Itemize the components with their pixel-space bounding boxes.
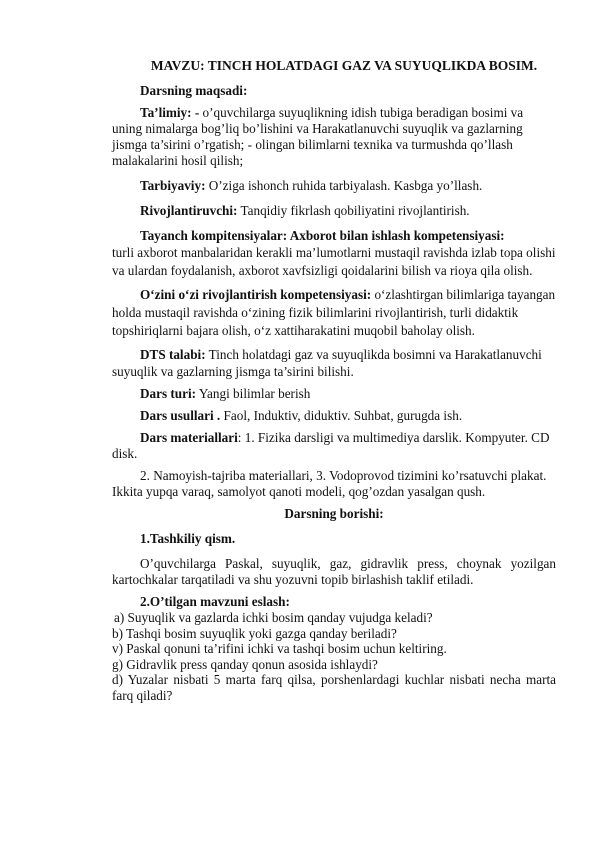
rivojlantiruvchi-paragraph (112, 203, 556, 219)
dars-materiallari-paragraph (112, 430, 556, 462)
dts-label: DTS talabi: (140, 347, 206, 362)
dars-usullari-label: Dars usullari . (140, 408, 221, 423)
tayanch-text: turli axborot manbalaridan kerakli ma’lumotlarni mustaqil ravishda izlab topa olishi va ulardan foydalanish, axborot xavfsizligi qoidalarini bilish va rioya qila olish. (112, 245, 556, 278)
maqsad-heading (112, 83, 556, 99)
tashkiliy-heading (112, 531, 556, 547)
question-item: d) Yuzalar nisbati 5 marta farq qilsa, porshenlardagi kuchlar nisbati necha marta farq qiladi? (112, 672, 556, 703)
question-item: b) Tashqi bosim suyuqlik yoki gazga qanday beriladi? (112, 625, 397, 641)
tarbiyaviy-paragraph (112, 178, 556, 194)
talimiy-paragraph (112, 105, 556, 169)
namoyish-paragraph: 2. Namoyish-tajriba materiallari, 3. Vodoprovod tizimini ko’rsatuvchi plakat. Ikkita yupqa varaq, samolyot qanoti modeli, qog’ozdan yasalgan qush. (112, 468, 547, 499)
darsning-borishi-text: Darsning borishi: (284, 506, 384, 521)
dars-turi-text: Yangi bilimlar berish (196, 386, 311, 401)
rivojlantiruvchi-label: Rivojlantiruvchi: (140, 203, 238, 218)
questions-list (112, 610, 556, 703)
dars-usullari-text: Faol, Induktiv, diduktiv. Suhbat, gurugda ish. (220, 408, 463, 423)
talimiy-text: o’quvchilarga suyuqlikning idish tubiga beradigan bosimi va uning nimalarga bog’liq bo’lishini va Harakatlanuvchi suyuqlik va gazlarning jismga ta’sirini o’rgatish; - olingan bilimlarni texnika va turmushda qo’llash malakalarini hosil qilish; (112, 105, 524, 168)
tashkiliy-paragraph: O’quvchilarga Paskal, suyuqlik, gaz, gidravlik press, choynak yozilgan kartochkalar tarqatiladi va shu yozuvni topib birlashish taklif etiladi. (112, 556, 556, 587)
tayanch-heading-text: Tayanch kompitensiyalar: Axborot bilan ishlash kompetensiyasi: (140, 228, 505, 243)
dts-text: Tinch holatdagi gaz va suyuqlikda bosimni va Harakatlanuvchi suyuqlik va gazlarning jismga ta’sirini bilishi. (112, 347, 542, 379)
question-item: g) Gidravlik press qanday qonun asosida ishlaydi? (112, 656, 378, 672)
question-item: v) Paskal qonuni ta’rifini ichki va tashqi bosim uchun keltiring. (112, 641, 447, 656)
question-item: a) Suyuqlik va gazlarda ichki bosim qanday vujudga keladi? (114, 610, 433, 625)
tashkiliy-heading-text: 1.Tashkiliy qism. (140, 531, 236, 546)
dars-turi-paragraph (112, 386, 556, 402)
rivojlantiruvchi-text: Tanqidiy fikrlash qobiliyatini rivojlantirish. (237, 203, 470, 218)
tayanch-heading (112, 228, 556, 244)
talimiy-label: Ta’limiy: - (140, 105, 200, 120)
tarbiyaviy-text: O’ziga ishonch ruhida tarbiyalash. Kasbga yo’llash. (205, 178, 483, 193)
otilgan-heading (112, 594, 556, 610)
ozini-paragraph (112, 286, 556, 340)
dts-paragraph (112, 346, 556, 380)
dars-turi-label: Dars turi: (140, 386, 197, 401)
ozini-text: o‘zlashtirgan bilimlariga tayangan holda mustaqil ravishda o‘zining fizik bilimlarini rivojlantirish, turli didaktik topshiriqlarni bajara olish, o‘z xattiharakatini muqobil baholay olish. (112, 287, 556, 338)
darsning-borishi-heading (112, 506, 556, 522)
document-title: MAVZU: TINCH HOLATDAGI GAZ VA SUYUQLIKDA BOSIM. (150, 58, 538, 73)
ozini-label: O‘zini o‘zi rivojlantirish kompetensiyasi: (140, 287, 372, 302)
tarbiyaviy-label: Tarbiyaviy: (140, 178, 206, 193)
otilgan-heading-text: 2.O’tilgan mavzuni eslash: (140, 594, 290, 609)
dars-usullari-paragraph (112, 408, 556, 424)
dars-materiallari-text: : 1. Fizika darsligi va multimediya darslik. Kompyuter. CD disk. (112, 430, 550, 461)
document-body (112, 56, 556, 703)
dars-materiallari-label: Dars materiallari (140, 430, 238, 445)
maqsad-heading-text: Darsning maqsadi: (140, 83, 248, 98)
